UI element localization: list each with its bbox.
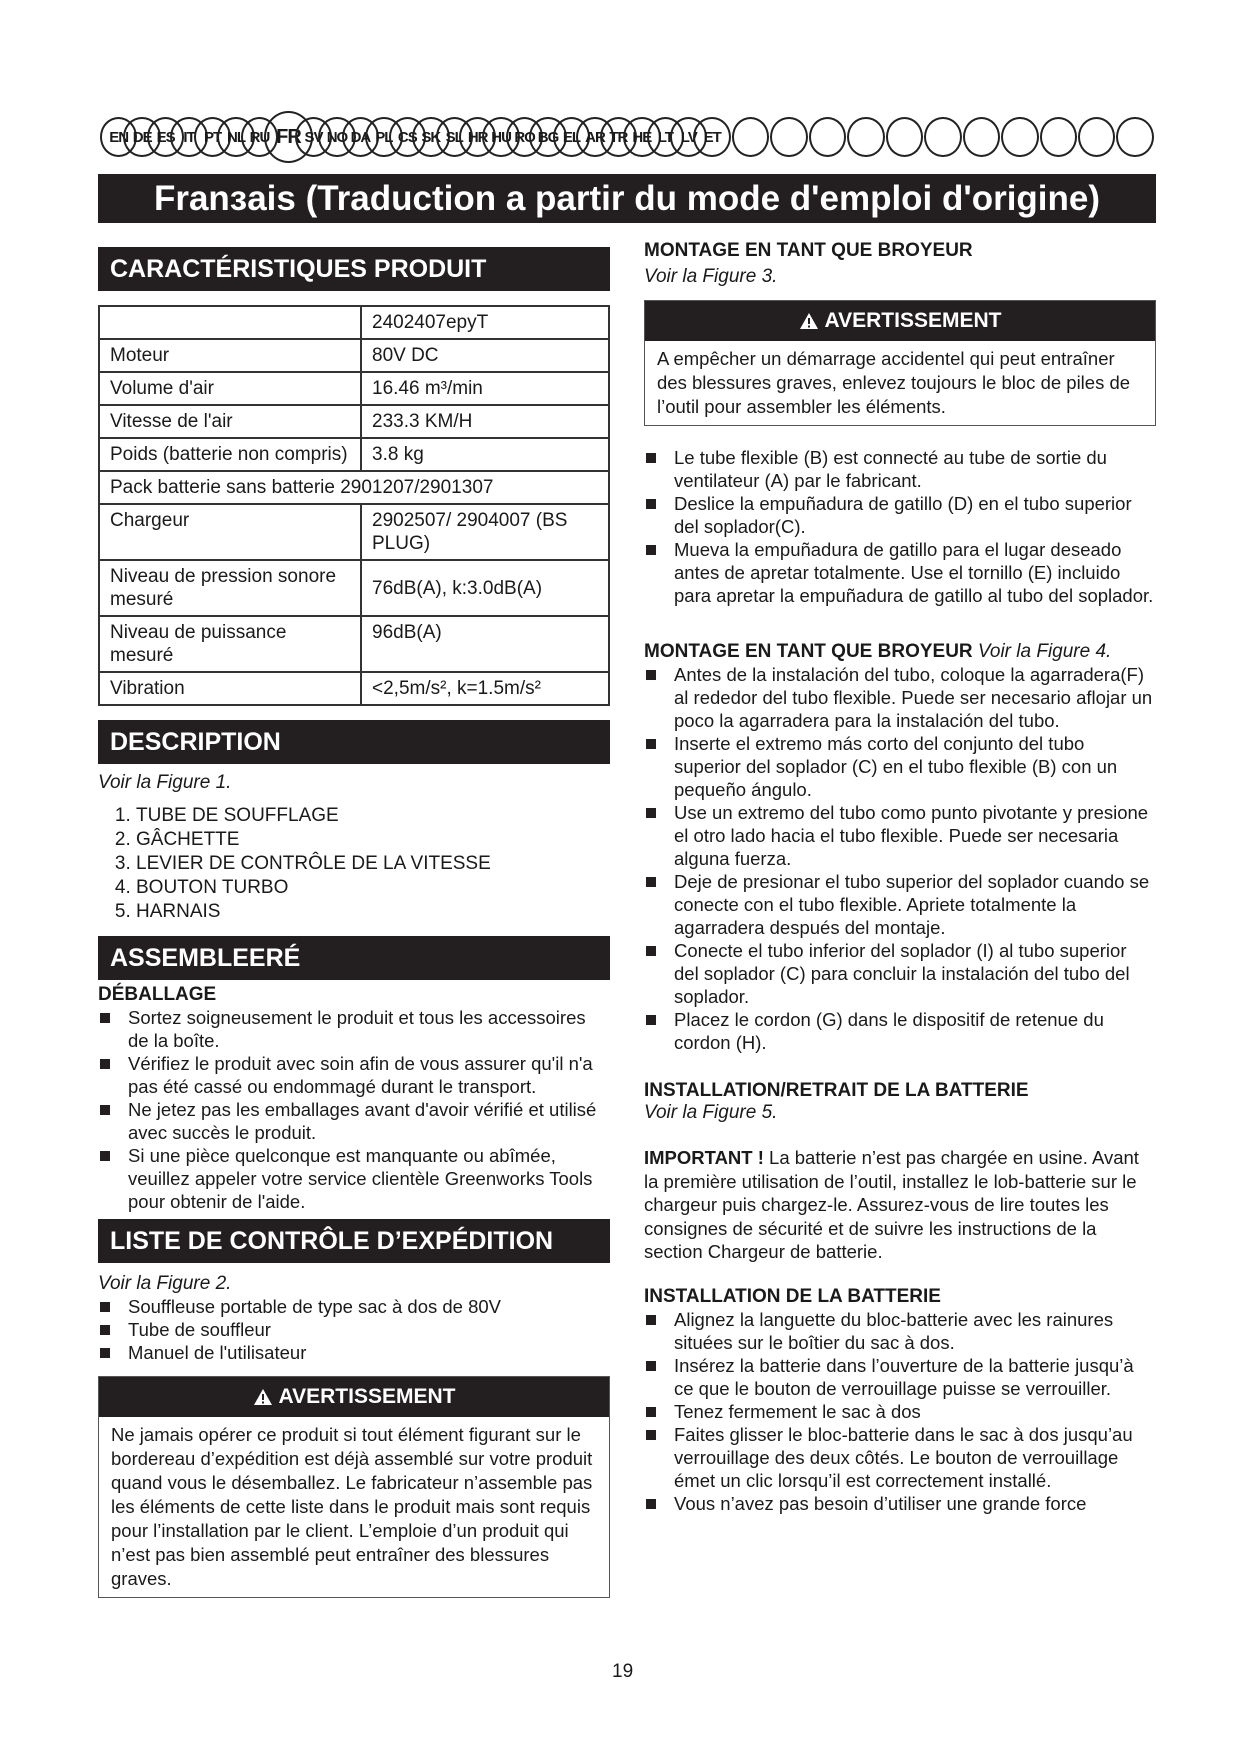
lang-no[interactable]: NO [318, 117, 355, 157]
figure-reference: Voir la Figure 2. [98, 1273, 232, 1294]
table-row [99, 438, 609, 471]
lang-empty-circle [886, 117, 923, 157]
lang-empty-circle [1078, 117, 1115, 157]
lang-da[interactable]: DA [342, 117, 379, 157]
warning-triangle-icon [253, 1388, 273, 1406]
left-column [98, 247, 610, 1598]
lang-sl[interactable]: SL [436, 117, 473, 157]
figure-reference: Voir la Figure 1. [98, 772, 232, 793]
lang-fr-active[interactable]: FR [264, 111, 313, 163]
lang-empty-circle [1001, 117, 1038, 157]
spec-value: <2,5m/s², k=1.5m/s² [361, 672, 609, 705]
table-row [99, 306, 609, 339]
lang-el[interactable]: EL [553, 117, 590, 157]
specs-heading: CARACTÉRISTIQUES PRODUIT [98, 247, 610, 291]
list-item: 2. GÂCHETTE [136, 828, 610, 852]
spec-label: Poids (batterie non compris) [99, 438, 361, 471]
spec-value: 2902507/ 2904007 (BS PLUG) [361, 504, 609, 560]
list-item: Deje de presionar el tubo superior del soplador cuando se conecte con el tubo flexible. Apriete totalmente la agarradera después del montaje. [644, 870, 1156, 939]
important-text: La batterie n’est pas chargée en usine. Avant la première utilisation de l’outil, installez le lob-batterie sur le chargeur puis chargez-le. Assurez-vous de lire toutes les consignes de sécurité et de suivre les instructions de la section Chargeur de batterie. [644, 1147, 1139, 1262]
warning-heading [99, 1377, 609, 1417]
spec-value: 16.46 m³/min [361, 372, 609, 405]
warning-text: A empêcher un démarrage accidentel qui peut entraîner des blessures graves, enlevez toujours le bloc de piles de l’outil pour assembler les éléments. [657, 348, 1131, 417]
list-item: Ne jetez pas les emballages avant d'avoir vérifié et utilisé avec succès le produit. [98, 1098, 610, 1144]
table-row [99, 372, 609, 405]
battery-pack-spec: Pack batterie sans batterie 2901207/2901307 [99, 471, 609, 504]
warning-label: AVERTISSEMENT [824, 309, 1002, 332]
lang-en[interactable]: EN [100, 117, 137, 157]
spec-value: 233.3 KM/H [361, 405, 609, 438]
lang-tr[interactable]: TR [600, 117, 637, 157]
list-item: Manuel de l'utilisateur [98, 1341, 610, 1364]
list-item: Vérifiez le produit avec soin afin de vous assurer qu'il n'a pas été cassé ou endommagé durant le transport. [98, 1052, 610, 1098]
lang-empty-circle [924, 117, 961, 157]
table-row [99, 405, 609, 438]
lang-pl[interactable]: PL [365, 117, 402, 157]
lang-empty-circle [809, 117, 846, 157]
table-row [99, 616, 609, 672]
warning-text: Ne jamais opérer ce produit si tout élément figurant sur le bordereau d’expédition est déjà assemblé sur votre produit quand vous le désemballez. Le fabricateur n’assemble pas les éléments de cette liste dans le produit mais sont requis pour l’installation par le client. L’emploie d’un produit qui n’est pas bien assemblé peut entraîner des blessures graves. [111, 1424, 593, 1589]
list-item: Sortez soigneusement le produit et tous les accessoires de la boîte. [98, 1006, 610, 1052]
lang-empty-circle [732, 117, 769, 157]
spec-value: 80V DC [361, 339, 609, 372]
list-item: Use un extremo del tubo como punto pivotante y presione el otro lado hacia el tubo flexible. Puede ser necesaria alguna fuerza. [644, 801, 1156, 870]
right-column [644, 240, 1156, 1515]
warning-box [644, 300, 1156, 426]
specs-table [98, 305, 610, 706]
page-title: Franзais (Traduction a partir du mode d'emploi d'origine) [98, 174, 1156, 223]
lang-ar[interactable]: AR [576, 117, 613, 157]
warning-heading [645, 301, 1155, 341]
lang-empty-circle [847, 117, 884, 157]
lang-et[interactable]: ET [693, 117, 730, 157]
battery-list [644, 1308, 1156, 1515]
lang-ru[interactable]: RU [241, 117, 278, 157]
lang-sv[interactable]: SV [295, 117, 332, 157]
unpacking-subheading: DÉBALLAGE [98, 984, 217, 1005]
lang-ro[interactable]: RO [506, 117, 543, 157]
spec-label: Niveau de pression sonore mesuré [99, 560, 361, 616]
lang-sk[interactable]: SK [412, 117, 449, 157]
description-list [98, 804, 610, 924]
mount2-list [644, 663, 1156, 1054]
spec-label: Volume d'air [99, 372, 361, 405]
description-heading: DESCRIPTION [98, 720, 610, 764]
lang-empty-circle [770, 117, 807, 157]
lang-lt[interactable]: LT [647, 117, 684, 157]
spec-label: Moteur [99, 339, 361, 372]
list-item: Deslice la empuñadura de gatillo (D) en el tubo superior del soplador(C). [644, 492, 1156, 538]
table-cell [99, 306, 361, 339]
spec-label: Vitesse de l'air [99, 405, 361, 438]
lang-de[interactable]: DE [123, 117, 160, 157]
figure-reference: Voir la Figure 5. [644, 1102, 778, 1123]
battery-heading: INSTALLATION/RETRAIT DE LA BATTERIE [644, 1080, 1029, 1101]
table-row [99, 504, 609, 560]
install-battery-heading: INSTALLATION DE LA BATTERIE [644, 1285, 941, 1307]
figure-reference: Voir la Figure 3. [644, 266, 778, 287]
lang-empty-circle [1040, 117, 1077, 157]
lang-it[interactable]: IT [170, 117, 207, 157]
assembly-heading: ASSEMBLEERÉ [98, 936, 610, 980]
list-item: Inserte el extremo más corto del conjunto del tubo superior del soplador (C) en el tubo flexible (B) con un pequeño ángulo. [644, 732, 1156, 801]
lang-lv[interactable]: LV [670, 117, 707, 157]
list-item: Tenez fermement le sac à dos [644, 1400, 1156, 1423]
figure-reference: Voir la Figure 4. [977, 641, 1112, 662]
lang-nl[interactable]: NL [217, 117, 254, 157]
list-item: Le tube flexible (B) est connecté au tube de sortie du ventilateur (A) par le fabricant. [644, 446, 1156, 492]
list-item: Souffleuse portable de type sac à dos de 80V [98, 1295, 610, 1318]
spec-value: 3.8 kg [361, 438, 609, 471]
warning-box [98, 1376, 610, 1598]
spec-label: Chargeur [99, 504, 361, 560]
lang-he[interactable]: HE [623, 117, 660, 157]
lang-bg[interactable]: BG [529, 117, 566, 157]
spec-value: 76dB(A), k:3.0dB(A) [361, 560, 609, 616]
list-item: Mueva la empuñadura de gatillo para el lugar deseado antes de apretar totalmente. Use el tornillo (E) incluido para apretar la empuñadura de gatillo al tubo del soplador. [644, 538, 1156, 607]
warning-label: AVERTISSEMENT [278, 1385, 456, 1408]
lang-pt[interactable]: PT [194, 117, 231, 157]
list-item: Tube de souffleur [98, 1318, 610, 1341]
list-item: Conecte el tubo inferior del soplador (I) al tubo superior del soplador (C) para concluir la instalación del tubo del soplador. [644, 939, 1156, 1008]
warning-triangle-icon [799, 312, 819, 330]
list-item: Si une pièce quelconque est manquante ou abîmée, veuillez appeler votre service clientèle Greenworks Tools pour obtenir de l'aide. [98, 1144, 610, 1213]
table-row [99, 339, 609, 372]
list-item: 4. BOUTON TURBO [136, 876, 610, 900]
spec-value: 96dB(A) [361, 616, 609, 672]
lang-empty-circle [1116, 117, 1153, 157]
list-item: 3. LEVIER DE CONTRÔLE DE LA VITESSE [136, 852, 610, 876]
language-selector [100, 116, 1155, 158]
table-row [99, 560, 609, 616]
lang-hr[interactable]: HR [459, 117, 496, 157]
shipping-list [98, 1295, 610, 1364]
page-number: 19 [612, 1661, 634, 1682]
model-number: 2402407epyT [361, 306, 609, 339]
mount-heading: MONTAGE EN TANT QUE BROYEUR [644, 641, 973, 662]
important-note [644, 1146, 1156, 1264]
table-row [99, 672, 609, 705]
mount2-heading-line [644, 641, 1156, 663]
list-item: Vous n’avez pas besoin d’utiliser une grande force [644, 1492, 1156, 1515]
lang-hu[interactable]: HU [482, 117, 519, 157]
list-item: Insérez la batterie dans l’ouverture de la batterie jusqu’à ce que le bouton de verrouillage puisse se verrouiller. [644, 1354, 1156, 1400]
lang-cs[interactable]: CS [389, 117, 426, 157]
list-item: Faites glisser le bloc-batterie dans le sac à dos jusqu’au verrouillage des deux côtés. Le bouton de verrouillage émet un clic lorsqu’il est correctement installé. [644, 1423, 1156, 1492]
list-item: Antes de la instalación del tubo, coloque la agarradera(F) al rededor del tubo flexible. Puede ser necesario aflojar un poco la agarradera para la instalación del tubo. [644, 663, 1156, 732]
shipping-heading: LISTE DE CONTRÔLE D’EXPÉDITION [98, 1219, 610, 1263]
list-item: 5. HARNAIS [136, 900, 610, 924]
list-item: Placez le cordon (G) dans le dispositif de retenue du cordon (H). [644, 1008, 1156, 1054]
list-item: 1. TUBE DE SOUFFLAGE [136, 804, 610, 828]
mount-heading: MONTAGE EN TANT QUE BROYEUR [644, 240, 973, 261]
mount1-list [644, 446, 1156, 607]
spec-label: Niveau de puissance mesuré [99, 616, 361, 672]
table-row [99, 471, 609, 504]
lang-es[interactable]: ES [147, 117, 184, 157]
list-item: Alignez la languette du bloc-batterie avec les rainures situées sur le boîtier du sac à dos. [644, 1308, 1156, 1354]
spec-label: Vibration [99, 672, 361, 705]
unpacking-list [98, 1006, 610, 1213]
important-label: IMPORTANT ! [644, 1147, 764, 1168]
lang-empty-circle [963, 117, 1000, 157]
